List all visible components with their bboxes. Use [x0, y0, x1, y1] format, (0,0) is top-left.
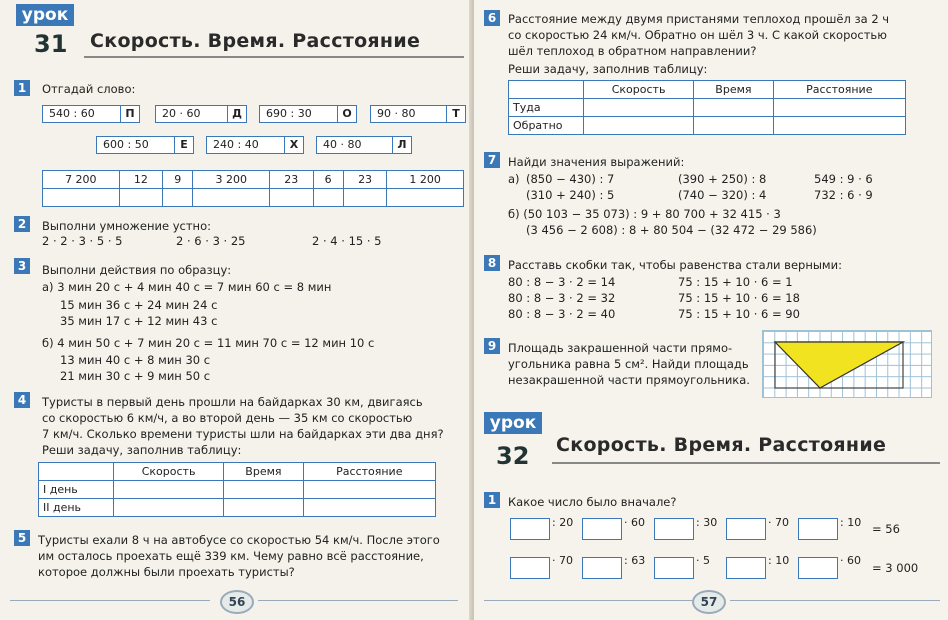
- lesson-number: 32: [496, 442, 530, 470]
- expression: (850 − 430) : 7: [526, 172, 615, 186]
- blank-box[interactable]: [726, 518, 766, 540]
- expression: (3 456 − 2 608) : 8 + 80 504 − (32 472 − 29 586): [526, 223, 817, 237]
- blank-box[interactable]: [582, 518, 622, 540]
- blank-box[interactable]: [582, 557, 622, 579]
- problem-text: 7 км/ч. Сколько времени туристы шли на байдарках эти два дня?: [42, 427, 444, 441]
- blank-box[interactable]: [654, 518, 694, 540]
- column-header: Расстояние: [303, 463, 435, 481]
- row-header: Туда: [509, 99, 584, 117]
- operation: : 20: [552, 516, 574, 529]
- letter-blank[interactable]: [343, 189, 387, 207]
- answer-cell: 23: [270, 171, 314, 189]
- blank-box[interactable]: [726, 557, 766, 579]
- urok-badge: урок: [484, 412, 542, 434]
- blank-box[interactable]: [654, 557, 694, 579]
- answer-cell: 23: [343, 171, 387, 189]
- task-number: 1: [14, 80, 30, 96]
- expression: 2 · 4 · 15 · 5: [312, 234, 382, 248]
- expression: 732 : 6 · 9: [814, 188, 873, 202]
- operation: : 10: [840, 516, 862, 529]
- column-header: Время: [224, 463, 303, 481]
- expression: 15 мин 36 с + 24 мин 24 с: [60, 298, 218, 312]
- expression: 2 · 6 · 3 · 25: [176, 234, 246, 248]
- problem-text: которое должны были проехать туристы?: [38, 565, 295, 579]
- letter-blank[interactable]: [43, 189, 120, 207]
- letter-blank[interactable]: [387, 189, 464, 207]
- answer-cell: 3 200: [193, 171, 270, 189]
- task-number: 6: [484, 10, 500, 26]
- blank-box[interactable]: [510, 557, 550, 579]
- expression: 75 : 15 + 10 · 6 = 90: [678, 307, 800, 321]
- problem-text: угольника равна 5 см². Найди площадь: [508, 357, 749, 371]
- table-cell[interactable]: [773, 117, 905, 135]
- right-page: [474, 0, 948, 620]
- chain-result: = 56: [872, 522, 900, 536]
- grid-figure: [762, 330, 932, 398]
- expression: 549 : 9 · 6: [814, 172, 873, 186]
- blank-box[interactable]: [798, 557, 838, 579]
- table-cell[interactable]: [773, 99, 905, 117]
- expression: 13 мин 40 с + 8 мин 30 с: [60, 353, 211, 367]
- problem-text: им осталось проехать ещё 339 км. Чему равно всё расстояние,: [38, 549, 424, 563]
- task-prompt: Выполни действия по образцу:: [42, 263, 232, 277]
- task-number: 2: [14, 216, 30, 232]
- page-number: 57: [692, 590, 726, 614]
- answer-table: [42, 170, 464, 207]
- expression: 75 : 15 + 10 · 6 = 18: [678, 291, 800, 305]
- answer-cell: 7 200: [43, 171, 120, 189]
- table-cell[interactable]: [694, 117, 773, 135]
- page-title: Скорость. Время. Расстояние: [90, 30, 421, 52]
- task-prompt: Отгадай слово:: [42, 82, 136, 96]
- table-cell[interactable]: [224, 481, 303, 499]
- problem-text: со скоростью 6 км/ч, а во второй день — 35 км со скоростью: [42, 411, 413, 425]
- rectangle-figure: [763, 331, 931, 397]
- lesson-number: 31: [34, 30, 68, 58]
- title-rule: [84, 56, 464, 58]
- operation: : 10: [768, 554, 790, 567]
- task-number: 3: [14, 258, 30, 274]
- page-number: 56: [220, 590, 254, 614]
- table-cell[interactable]: [694, 99, 773, 117]
- letter-blank[interactable]: [163, 189, 193, 207]
- title-rule: [552, 462, 940, 464]
- footer-rule: [258, 600, 458, 601]
- footer-rule: [10, 600, 210, 601]
- problem-text: незакрашенной части прямоугольника.: [508, 373, 750, 387]
- table-cell[interactable]: [114, 481, 224, 499]
- problem-text: Туристы в первый день прошли на байдарках 30 км, двигаясь: [42, 395, 423, 409]
- column-header: Скорость: [584, 81, 694, 99]
- blank-box[interactable]: [510, 518, 550, 540]
- letter-blank[interactable]: [313, 189, 343, 207]
- expression: 75 : 15 + 10 · 6 = 1: [678, 275, 793, 289]
- problem-text: шёл теплоход в обратном направлении?: [508, 44, 757, 58]
- solution-table: [38, 462, 436, 517]
- task-prompt: Найди значения выражений:: [508, 155, 685, 169]
- operation: · 70: [552, 554, 573, 567]
- word-card: 90 · 80 Т: [370, 105, 466, 123]
- problem-text: Реши задачу, заполнив таблицу:: [508, 62, 708, 76]
- expression: (310 + 240) : 5: [526, 188, 615, 202]
- table-cell[interactable]: [303, 499, 435, 517]
- expression: (740 − 320) : 4: [678, 188, 767, 202]
- example-line: а) 3 мин 20 с + 4 мин 40 с = 7 мин 60 с = 8 мин: [42, 280, 332, 294]
- row-header: Обратно: [509, 117, 584, 135]
- answer-cell: 9: [163, 171, 193, 189]
- table-cell[interactable]: [114, 499, 224, 517]
- operation: · 60: [624, 516, 645, 529]
- answer-cell: 6: [313, 171, 343, 189]
- operation: · 70: [768, 516, 789, 529]
- footer-rule: [730, 600, 940, 601]
- task-number: 9: [484, 338, 500, 354]
- left-page: [0, 0, 472, 620]
- expression: 2 · 2 · 3 · 5 · 5: [42, 234, 123, 248]
- problem-text: Реши задачу, заполнив таблицу:: [42, 443, 242, 457]
- task-prompt: Выполни умножение устно:: [42, 219, 211, 233]
- blank-box[interactable]: [798, 518, 838, 540]
- operation: · 60: [840, 554, 861, 567]
- row-header: II день: [39, 499, 114, 517]
- urok-badge: урок: [16, 4, 74, 26]
- operation: : 30: [696, 516, 718, 529]
- task-prompt: Расставь скобки так, чтобы равенства стали верными:: [508, 258, 842, 272]
- expression: б) (50 103 − 35 073) : 9 + 80 700 + 32 415 · 3: [508, 207, 781, 221]
- expression: 80 : 8 − 3 · 2 = 14: [508, 275, 616, 289]
- letter-blank[interactable]: [270, 189, 314, 207]
- table-cell[interactable]: [224, 499, 303, 517]
- shaded-triangle: [775, 342, 903, 388]
- problem-text: Площадь закрашенной части прямо-: [508, 341, 733, 355]
- table-cell[interactable]: [303, 481, 435, 499]
- expression: 80 : 8 − 3 · 2 = 40: [508, 307, 616, 321]
- word-card: 690 : 30 О: [259, 105, 357, 123]
- task-number: 7: [484, 152, 500, 168]
- answer-cell: 12: [119, 171, 163, 189]
- task-number: 4: [14, 392, 30, 408]
- operation: : 63: [624, 554, 646, 567]
- part-label: а): [508, 172, 520, 186]
- table-cell[interactable]: [584, 99, 694, 117]
- letter-blank[interactable]: [119, 189, 163, 207]
- task-number: 5: [14, 530, 30, 546]
- table-cell[interactable]: [584, 117, 694, 135]
- column-header: Расстояние: [773, 81, 905, 99]
- operation: · 5: [696, 554, 710, 567]
- task-number: 8: [484, 255, 500, 271]
- word-card: 240 : 40 Х: [206, 136, 304, 154]
- solution-table: [508, 80, 906, 135]
- word-card: 40 · 80 Л: [316, 136, 412, 154]
- column-header: Время: [694, 81, 773, 99]
- table-corner: [39, 463, 114, 481]
- problem-text: Туристы ехали 8 ч на автобусе со скоростью 54 км/ч. После этого: [38, 533, 440, 547]
- answer-cell: 1 200: [387, 171, 464, 189]
- problem-text: со скоростью 24 км/ч. Обратно он шёл 3 ч. С какой скоростью: [508, 28, 887, 42]
- row-header: I день: [39, 481, 114, 499]
- expression: (390 + 250) : 8: [678, 172, 767, 186]
- word-card: 540 : 60 П: [42, 105, 140, 123]
- expression: 35 мин 17 с + 12 мин 43 с: [60, 314, 218, 328]
- problem-text: Расстояние между двумя пристанями теплоход прошёл за 2 ч: [508, 12, 890, 26]
- word-card: 600 : 50 Е: [96, 136, 194, 154]
- letter-blank[interactable]: [193, 189, 270, 207]
- task-number: 1: [484, 492, 500, 508]
- word-card: 20 · 60 Д: [155, 105, 247, 123]
- task-prompt: Какое число было вначале?: [508, 495, 677, 509]
- chain-result: = 3 000: [872, 561, 919, 575]
- expression: 21 мин 30 с + 9 мин 50 с: [60, 369, 211, 383]
- section-title: Скорость. Время. Расстояние: [556, 434, 887, 456]
- footer-rule: [484, 600, 694, 601]
- column-header: Скорость: [114, 463, 224, 481]
- expression: 80 : 8 − 3 · 2 = 32: [508, 291, 616, 305]
- table-corner: [509, 81, 584, 99]
- example-line: б) 4 мин 50 с + 7 мин 20 с = 11 мин 70 с = 12 мин 10 с: [42, 336, 375, 350]
